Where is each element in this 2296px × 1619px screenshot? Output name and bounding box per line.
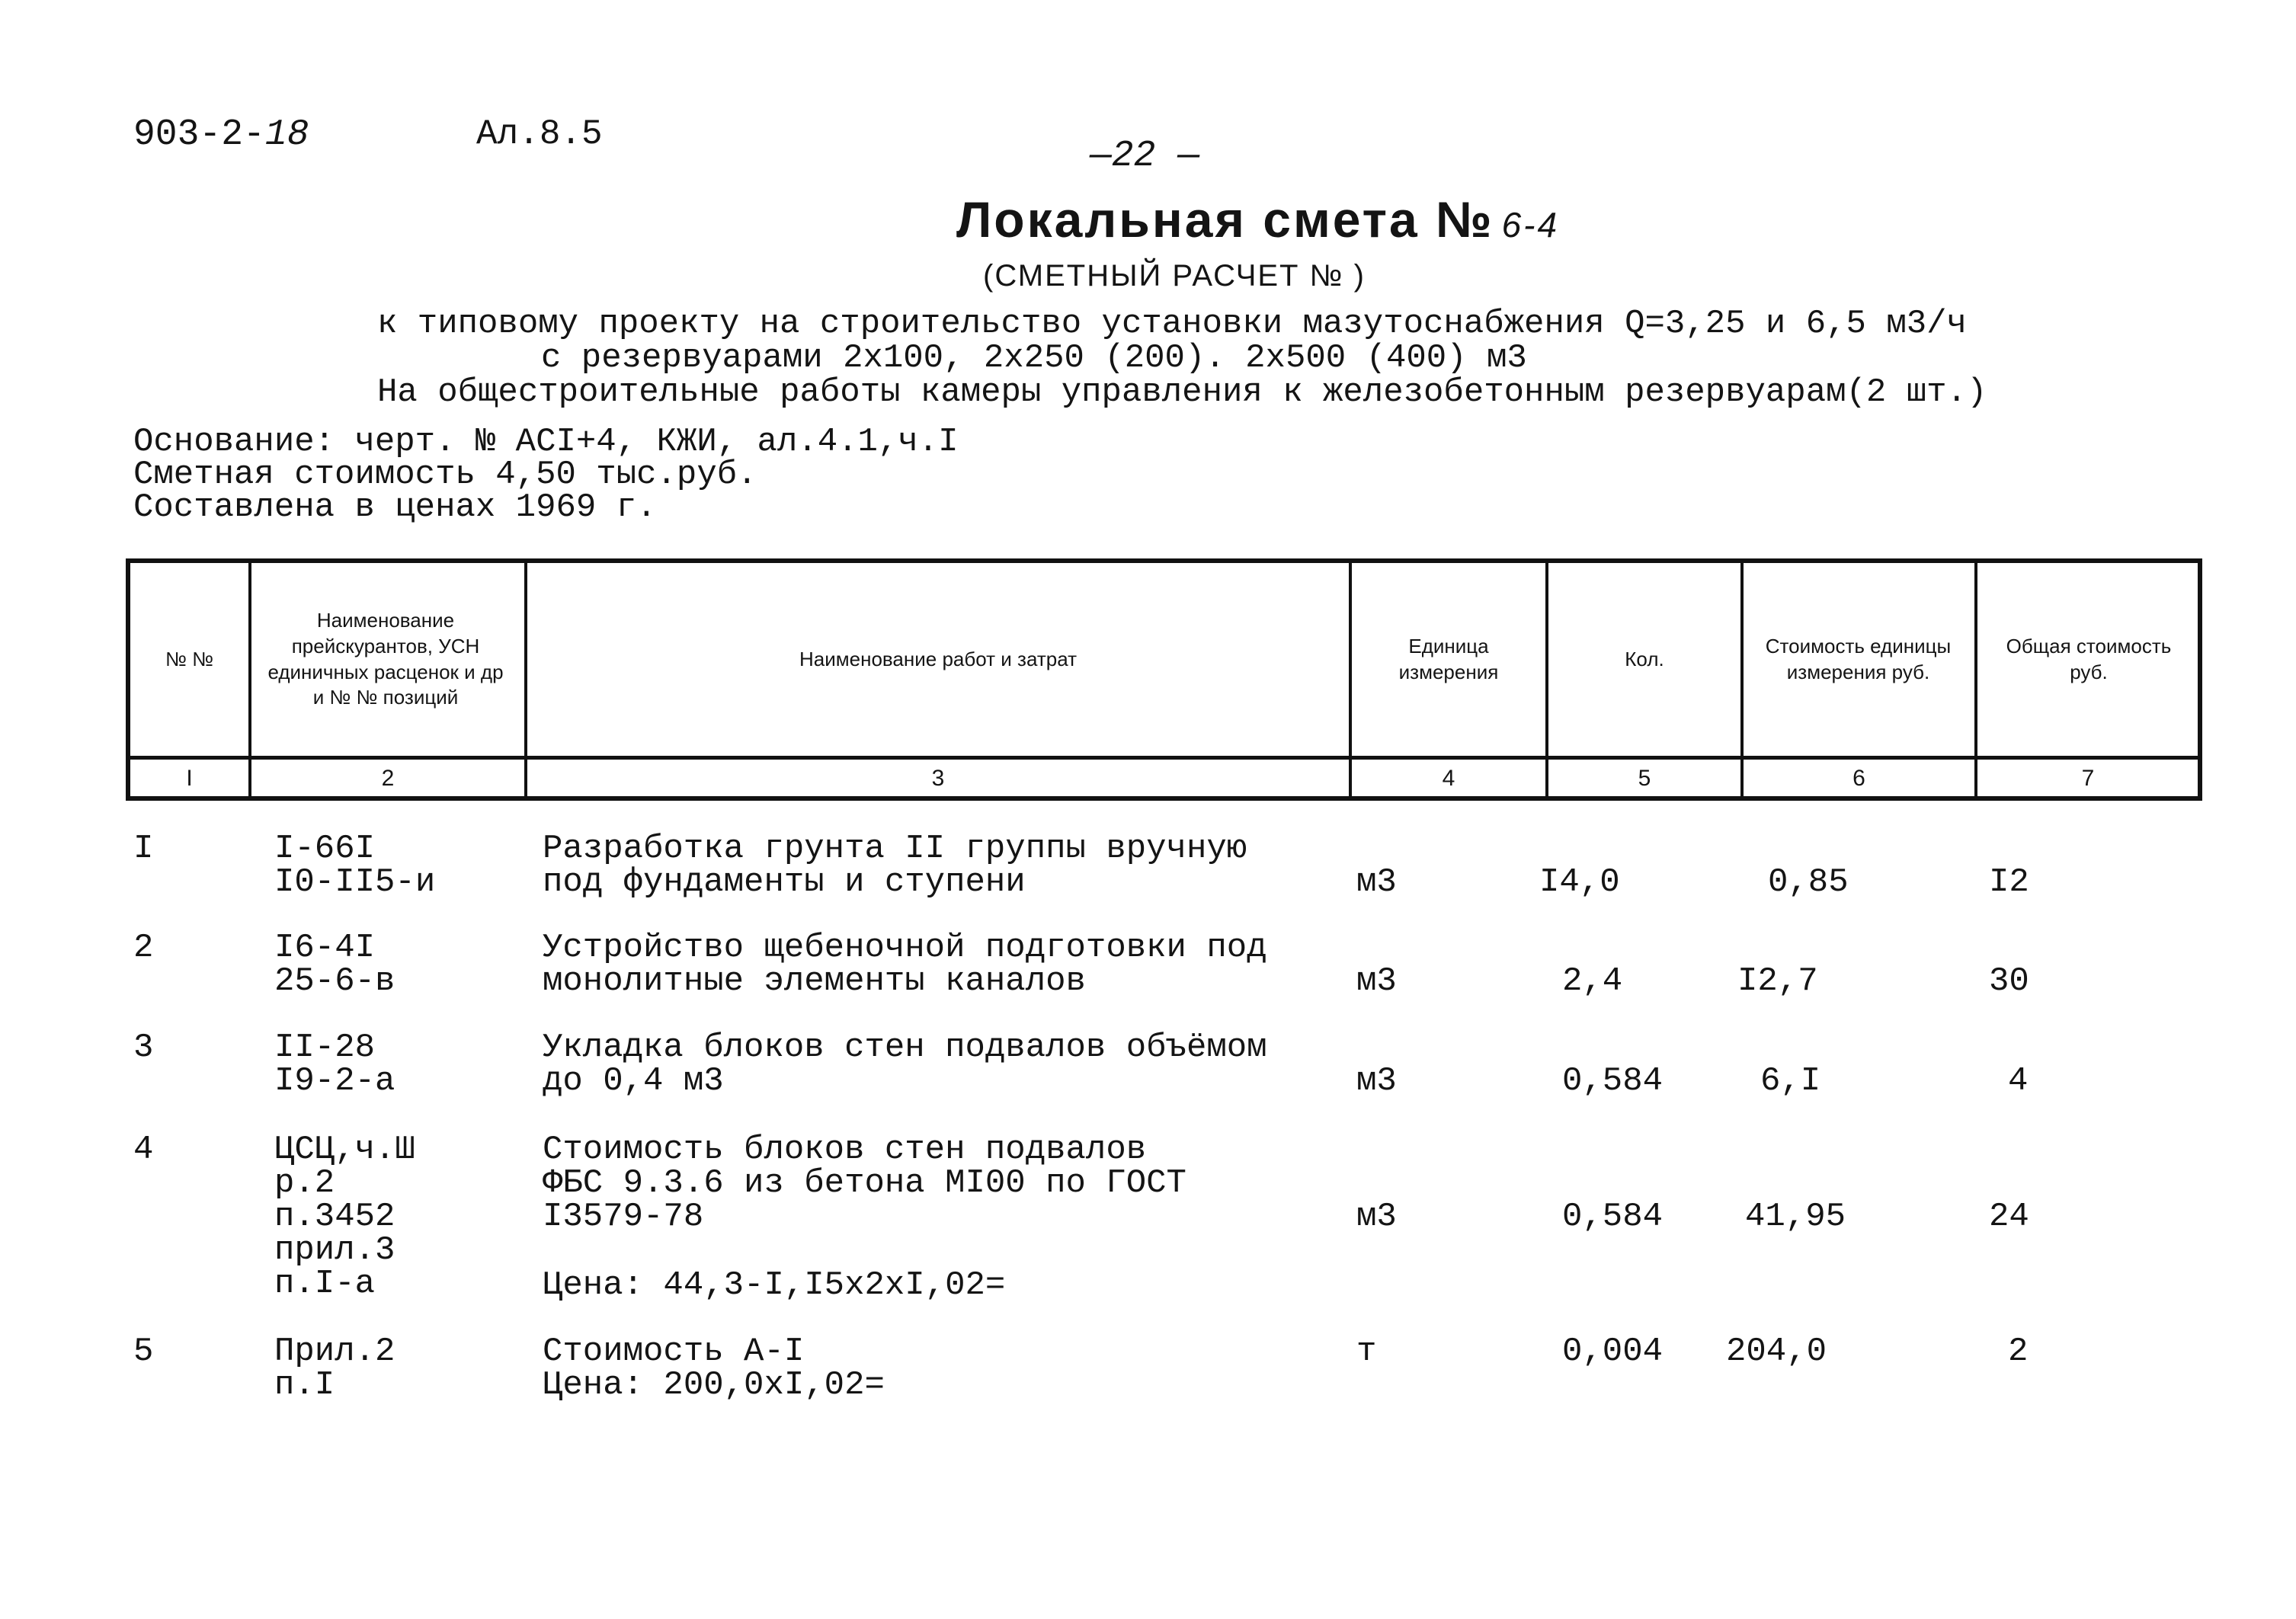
basis-line: Основание: черт. № АСI+4, КЖИ, ал.4.1,ч.I [133, 423, 959, 461]
row-quantity: 0,584 [1562, 1062, 1664, 1100]
row-number: 4 [133, 1131, 154, 1169]
document-code-prefix: 903-2- [133, 114, 265, 155]
row-total-cost: 4 [2008, 1062, 2029, 1100]
row-unit-cost: 0,85 [1768, 863, 1849, 901]
row-work-description: Стоимость А-I Цена: 200,0хI,02= [543, 1333, 885, 1404]
document-code-suffix: 18 [264, 114, 309, 155]
row-work-description: Стоимость блоков стен подвалов ФБС 9.3.6 из бетона МI00 по ГОСТ I3579-78 [543, 1131, 1186, 1236]
header-col-unit-cost: Стоимость единицы измерения руб. [1765, 634, 1952, 683]
estimate-title-text: Локальная смета № [956, 191, 1494, 248]
row-unit: м3 [1356, 1062, 1397, 1100]
row-quantity: 0,584 [1562, 1198, 1664, 1236]
column-number-5: 5 [1638, 766, 1651, 791]
project-line-2: с резервуарами 2х100, 2х250 (200). 2х500 (400) м3 [541, 339, 1527, 377]
estimate-title [956, 190, 1559, 248]
document-code [133, 114, 309, 155]
column-number-4: 4 [1442, 766, 1455, 791]
project-line-3: На общестроительные работы камеры управления к железобетонным резервуарам(2 шт.) [377, 373, 1987, 411]
row-number: I [133, 830, 154, 868]
row-total-cost: 24 [1989, 1198, 2029, 1236]
page-number: —22 — [1090, 136, 1200, 177]
row-unit-cost: 204,0 [1726, 1333, 1827, 1371]
row-quantity: 0,004 [1562, 1333, 1664, 1371]
row-quantity: 2,4 [1562, 962, 1623, 1000]
album-number: Ал.8.5 [476, 114, 603, 154]
header-col-reference: Наименование прейскурантов, УСН единичных расценок и др и № № позиций [267, 608, 504, 709]
row-total-cost: I2 [1989, 863, 2029, 901]
column-number-6: 6 [1852, 766, 1865, 791]
row-price-note: Цена: 44,3-I,I5х2хI,02= [543, 1266, 1006, 1304]
row-reference: I6-4I 25-6-в [274, 929, 395, 1000]
row-number: 3 [133, 1029, 154, 1067]
estimated-cost-line: Сметная стоимость 4,50 тыс.руб. [133, 456, 757, 494]
row-work-description: Разработка грунта II группы вручную под фундаменты и ступени [543, 830, 1247, 901]
column-number-7: 7 [2081, 766, 2095, 791]
row-work-description: Устройство щебеночной подготовки под монолитные элементы каналов [543, 929, 1267, 1000]
row-unit-cost: I2,7 [1737, 962, 1818, 1000]
row-quantity: I4,0 [1539, 863, 1620, 901]
header-col-number: № № [165, 647, 213, 670]
header-col-total-cost: Общая стоимость руб. [2006, 634, 2172, 683]
row-total-cost: 30 [1989, 962, 2029, 1000]
header-col-quantity: Кол. [1625, 647, 1664, 670]
row-unit: т [1356, 1333, 1377, 1371]
row-number: 2 [133, 929, 154, 967]
row-reference: II-28 I9-2-а [274, 1029, 395, 1100]
row-work-description: Укладка блоков стен подвалов объёмом до 0,4 м3 [543, 1029, 1267, 1100]
estimate-subtitle: (СМЕТНЫЙ РАСЧЕТ № ) [983, 259, 1366, 293]
price-level-line: Составлена в ценах 1969 г. [133, 488, 657, 526]
column-number-3: 3 [931, 766, 945, 791]
row-reference: I-66I I0-II5-и [274, 830, 436, 901]
row-number: 5 [133, 1333, 154, 1371]
row-reference: ЦСЦ,ч.Ш р.2 п.3452 прил.3 п.I-а [274, 1131, 415, 1303]
row-reference: Прил.2 п.I [274, 1333, 395, 1404]
row-unit: м3 [1356, 1198, 1397, 1236]
row-total-cost: 2 [2008, 1333, 2029, 1371]
table-header [126, 558, 2202, 801]
header-col-unit: Единица измерения [1398, 634, 1499, 683]
column-number-2: 2 [381, 766, 395, 791]
row-unit: м3 [1356, 962, 1397, 1000]
row-unit-cost: 41,95 [1745, 1198, 1846, 1236]
row-unit: м3 [1356, 863, 1397, 901]
row-unit-cost: 6,I [1760, 1062, 1821, 1100]
column-number-1: I [186, 766, 193, 791]
estimate-number: 6-4 [1501, 205, 1560, 245]
header-col-work: Наименование работ и затрат [799, 647, 1077, 670]
project-line-1: к типовому проекту на строительство установки мазутоснабжения Q=3,25 и 6,5 м3/ч [377, 305, 1967, 343]
